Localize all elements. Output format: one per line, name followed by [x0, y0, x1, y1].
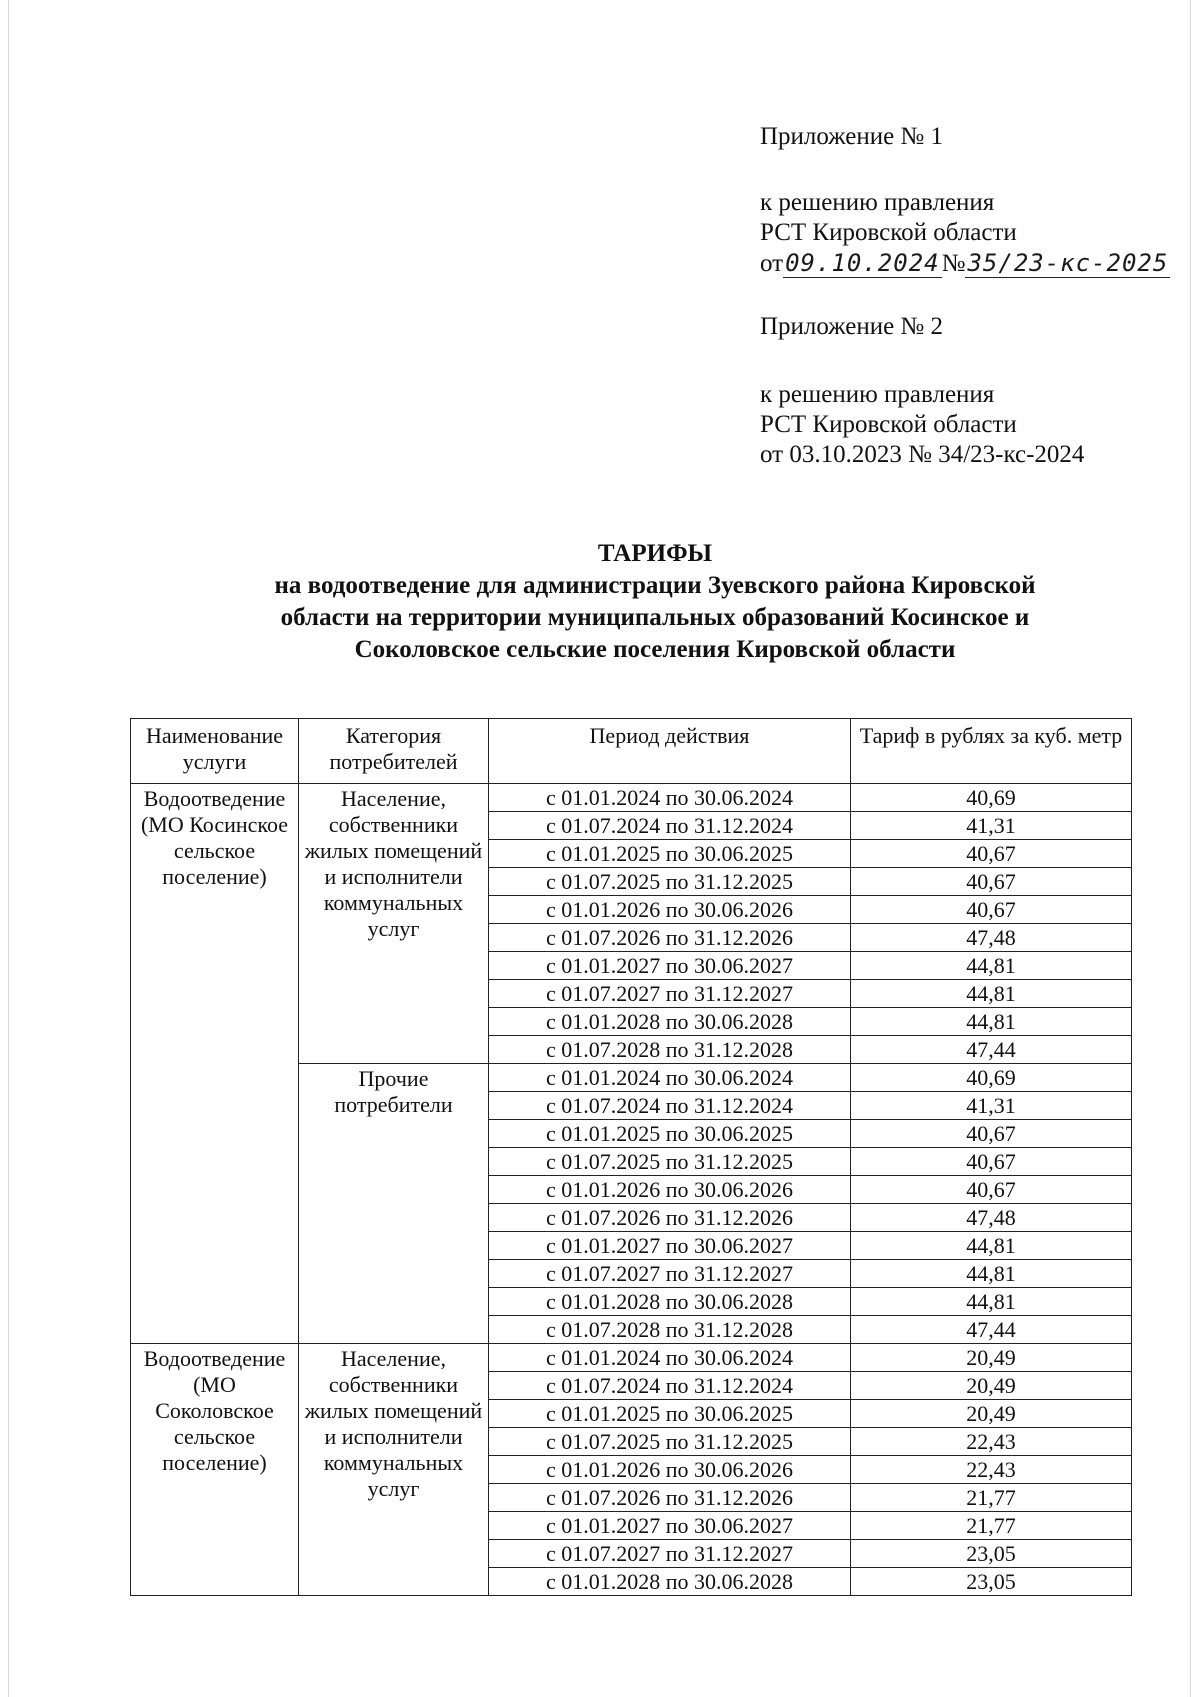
tariff-cell: 44,81 [851, 980, 1132, 1008]
period-cell: с 01.07.2024 по 31.12.2024 [489, 1372, 851, 1400]
tariff-table-body [131, 784, 1132, 1596]
table-row [131, 784, 1132, 812]
decision-1-date-handwritten: 09.10.2024 [785, 249, 940, 277]
appendix-2-label: Приложение № 2 [760, 313, 944, 340]
period-cell: с 01.01.2026 по 30.06.2026 [489, 1456, 851, 1484]
decision-2-line-2: РСТ Кировской области [760, 411, 1017, 438]
decision-1-from: от [760, 250, 784, 277]
period-cell: с 01.01.2026 по 30.06.2026 [489, 1176, 851, 1204]
period-cell: с 01.07.2028 по 31.12.2028 [489, 1036, 851, 1064]
period-cell: с 01.01.2026 по 30.06.2026 [489, 896, 851, 924]
table-header-row [131, 719, 1132, 784]
tariff-cell: 44,81 [851, 1260, 1132, 1288]
tariff-cell: 23,05 [851, 1540, 1132, 1568]
column-header-service: Наименование услуги [131, 719, 299, 784]
tariff-cell: 44,81 [851, 952, 1132, 980]
column-header-period: Период действия [489, 719, 851, 784]
period-cell: с 01.07.2025 по 31.12.2025 [489, 1148, 851, 1176]
period-cell: с 01.01.2028 по 30.06.2028 [489, 1568, 851, 1596]
tariff-cell: 21,77 [851, 1512, 1132, 1540]
period-cell: с 01.01.2027 по 30.06.2027 [489, 1232, 851, 1260]
document-title [130, 538, 1180, 666]
scan-edge-right [1190, 0, 1191, 1697]
decision-2-line-3: от 03.10.2023 № 34/23-кс-2024 [760, 441, 1085, 468]
tariff-cell: 40,67 [851, 896, 1132, 924]
service-cell: Водоотведение (МО Соколовское сельское поселение) [131, 1344, 299, 1596]
appendix-1-label: Приложение № 1 [760, 123, 944, 150]
period-cell: с 01.01.2028 по 30.06.2028 [489, 1008, 851, 1036]
decision-2-block [760, 380, 1084, 470]
period-cell: с 01.07.2027 по 31.12.2027 [489, 1540, 851, 1568]
decision-1-line-3 [760, 248, 1170, 279]
period-cell: с 01.01.2027 по 30.06.2027 [489, 952, 851, 980]
period-cell: с 01.01.2027 по 30.06.2027 [489, 1512, 851, 1540]
period-cell: с 01.07.2026 по 31.12.2026 [489, 924, 851, 952]
period-cell: с 01.01.2025 по 30.06.2025 [489, 1400, 851, 1428]
tariff-cell: 40,69 [851, 784, 1132, 812]
decision-2-line-1: к решению правления [760, 381, 995, 408]
category-cell: Прочие потребители [299, 1064, 489, 1344]
appendix-1-label-block [760, 122, 943, 152]
title-heading: ТАРИФЫ [597, 540, 713, 567]
tariff-cell: 22,43 [851, 1456, 1132, 1484]
tariff-cell: 41,31 [851, 812, 1132, 840]
tariff-cell: 23,05 [851, 1568, 1132, 1596]
decision-1-block [760, 188, 1170, 279]
tariff-cell: 40,67 [851, 868, 1132, 896]
column-header-tariff: Тариф в рублях за куб. метр [851, 719, 1132, 784]
period-cell: с 01.01.2024 по 30.06.2024 [489, 1064, 851, 1092]
period-cell: с 01.07.2027 по 31.12.2027 [489, 1260, 851, 1288]
period-cell: с 01.07.2024 по 31.12.2024 [489, 1092, 851, 1120]
period-cell: с 01.07.2028 по 31.12.2028 [489, 1316, 851, 1344]
period-cell: с 01.01.2028 по 30.06.2028 [489, 1288, 851, 1316]
column-header-category: Категория потребителей [299, 719, 489, 784]
period-cell: с 01.01.2024 по 30.06.2024 [489, 784, 851, 812]
decision-1-line-1: к решению правления [760, 189, 995, 216]
tariff-cell: 47,44 [851, 1036, 1132, 1064]
service-cell: Водоотведение (МО Косинское сельское поселение) [131, 784, 299, 1344]
tariff-cell: 20,49 [851, 1372, 1132, 1400]
period-cell: с 01.07.2026 по 31.12.2026 [489, 1484, 851, 1512]
decision-1-number-sign: № [941, 250, 966, 277]
scan-edge-left [8, 0, 9, 1697]
tariff-cell: 21,77 [851, 1484, 1132, 1512]
period-cell: с 01.07.2027 по 31.12.2027 [489, 980, 851, 1008]
appendix-2-label-block [760, 312, 943, 342]
period-cell: с 01.01.2025 по 30.06.2025 [489, 840, 851, 868]
tariff-cell: 44,81 [851, 1232, 1132, 1260]
period-cell: с 01.01.2025 по 30.06.2025 [489, 1120, 851, 1148]
tariff-table [130, 718, 1132, 1596]
tariff-cell: 44,81 [851, 1288, 1132, 1316]
tariff-cell: 40,69 [851, 1064, 1132, 1092]
tariff-cell: 47,48 [851, 924, 1132, 952]
tariff-cell: 40,67 [851, 1120, 1132, 1148]
tariff-cell: 44,81 [851, 1008, 1132, 1036]
period-cell: с 01.07.2026 по 31.12.2026 [489, 1204, 851, 1232]
tariff-cell: 40,67 [851, 1176, 1132, 1204]
tariff-cell: 20,49 [851, 1344, 1132, 1372]
category-cell: Население, собственники жилых помещений и исполнители коммунальных услуг [299, 784, 489, 1064]
category-cell: Население, собственники жилых помещений и исполнители коммунальных услуг [299, 1344, 489, 1596]
tariff-cell: 22,43 [851, 1428, 1132, 1456]
tariff-cell: 20,49 [851, 1400, 1132, 1428]
period-cell: с 01.07.2025 по 31.12.2025 [489, 868, 851, 896]
tariff-cell: 40,67 [851, 840, 1132, 868]
tariff-cell: 47,48 [851, 1204, 1132, 1232]
title-line-2: области на территории муниципальных образований Косинское и [280, 604, 1030, 631]
period-cell: с 01.01.2024 по 30.06.2024 [489, 1344, 851, 1372]
period-cell: с 01.07.2025 по 31.12.2025 [489, 1428, 851, 1456]
title-line-3: Соколовское сельские поселения Кировской области [354, 636, 956, 663]
tariff-cell: 47,44 [851, 1316, 1132, 1344]
tariff-cell: 40,67 [851, 1148, 1132, 1176]
title-line-1: на водоотведение для администрации Зуевского района Кировской [274, 572, 1036, 599]
table-row [131, 1344, 1132, 1372]
decision-1-number-handwritten: 35/23-кс-2025 [967, 249, 1169, 277]
decision-1-line-2: РСТ Кировской области [760, 219, 1017, 246]
period-cell: с 01.07.2024 по 31.12.2024 [489, 812, 851, 840]
tariff-cell: 41,31 [851, 1092, 1132, 1120]
